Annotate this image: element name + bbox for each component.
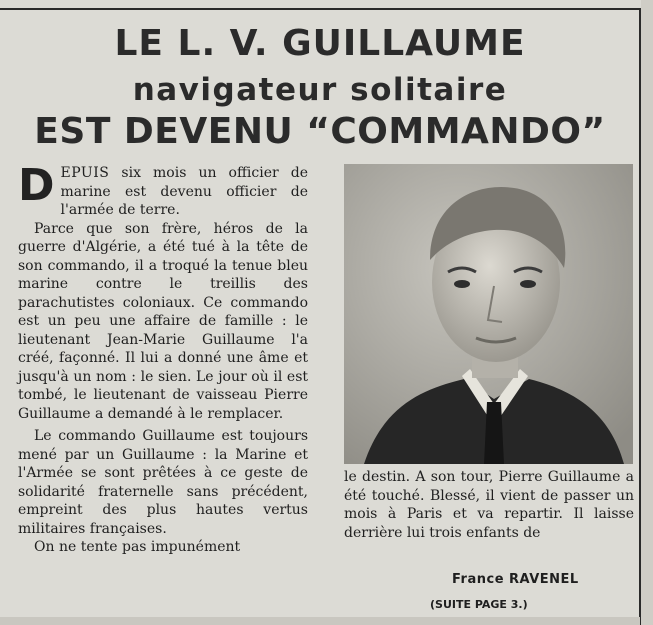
continuation-note: (SUITE PAGE 3.) <box>430 598 528 611</box>
article-paragraph-1 <box>18 160 308 220</box>
lead-caps: EPUIS <box>60 165 110 181</box>
portrait-illustration <box>344 164 633 464</box>
article-right-column <box>344 468 634 542</box>
portrait-photo <box>344 164 633 464</box>
article-paragraph-4: On ne tente pas impunément <box>34 539 241 555</box>
article-paragraph-2: Parce que son frère, héros de la guerre d'Algérie, a été tué à la tête de son commando, il a troqué la tenue bleu marine contre le treillis des parachutistes coloniaux. Ce commando est un peu une affaire de famille : le lieutenant Jean-Marie Guillaume l'a créé, façonné. Il lui a donné une âme et jusqu'à un nom : le sien. Le jour où il est tombé, le lieutenant de vaisseau Pierre Guillaume a demandé à le remplacer. <box>18 220 308 422</box>
top-rule <box>0 8 640 10</box>
headline-line-2: navigateur solitaire <box>132 72 508 108</box>
headline-line-3: EST DEVENU “COMMANDO” <box>34 111 606 152</box>
adjacent-column-strip <box>641 0 653 625</box>
article-paragraph-3: Le commando Guillaume est toujours mené par un Guillaume : la Marine et l'Armée se sont prêtées à ce geste de solidarité fraternelle sans précédent, empreint des plus hautes vertus militaires françaises. <box>18 428 308 537</box>
bottom-edge <box>0 617 640 625</box>
paragraph-1-text: six mois un officier de marine est devenu officier de l'armée de terre. <box>60 165 308 218</box>
article-left-column <box>18 160 308 557</box>
drop-cap: D <box>18 160 55 211</box>
headline-line-1: LE L. V. GUILLAUME <box>114 23 526 64</box>
article-right-paragraph: le destin. A son tour, Pierre Guillaume a été touché. Blessé, il vient de passer un mois à Paris et va repartir. Il laisse derrière lui trois enfants de <box>344 469 634 541</box>
byline: France RAVENEL <box>452 572 579 587</box>
